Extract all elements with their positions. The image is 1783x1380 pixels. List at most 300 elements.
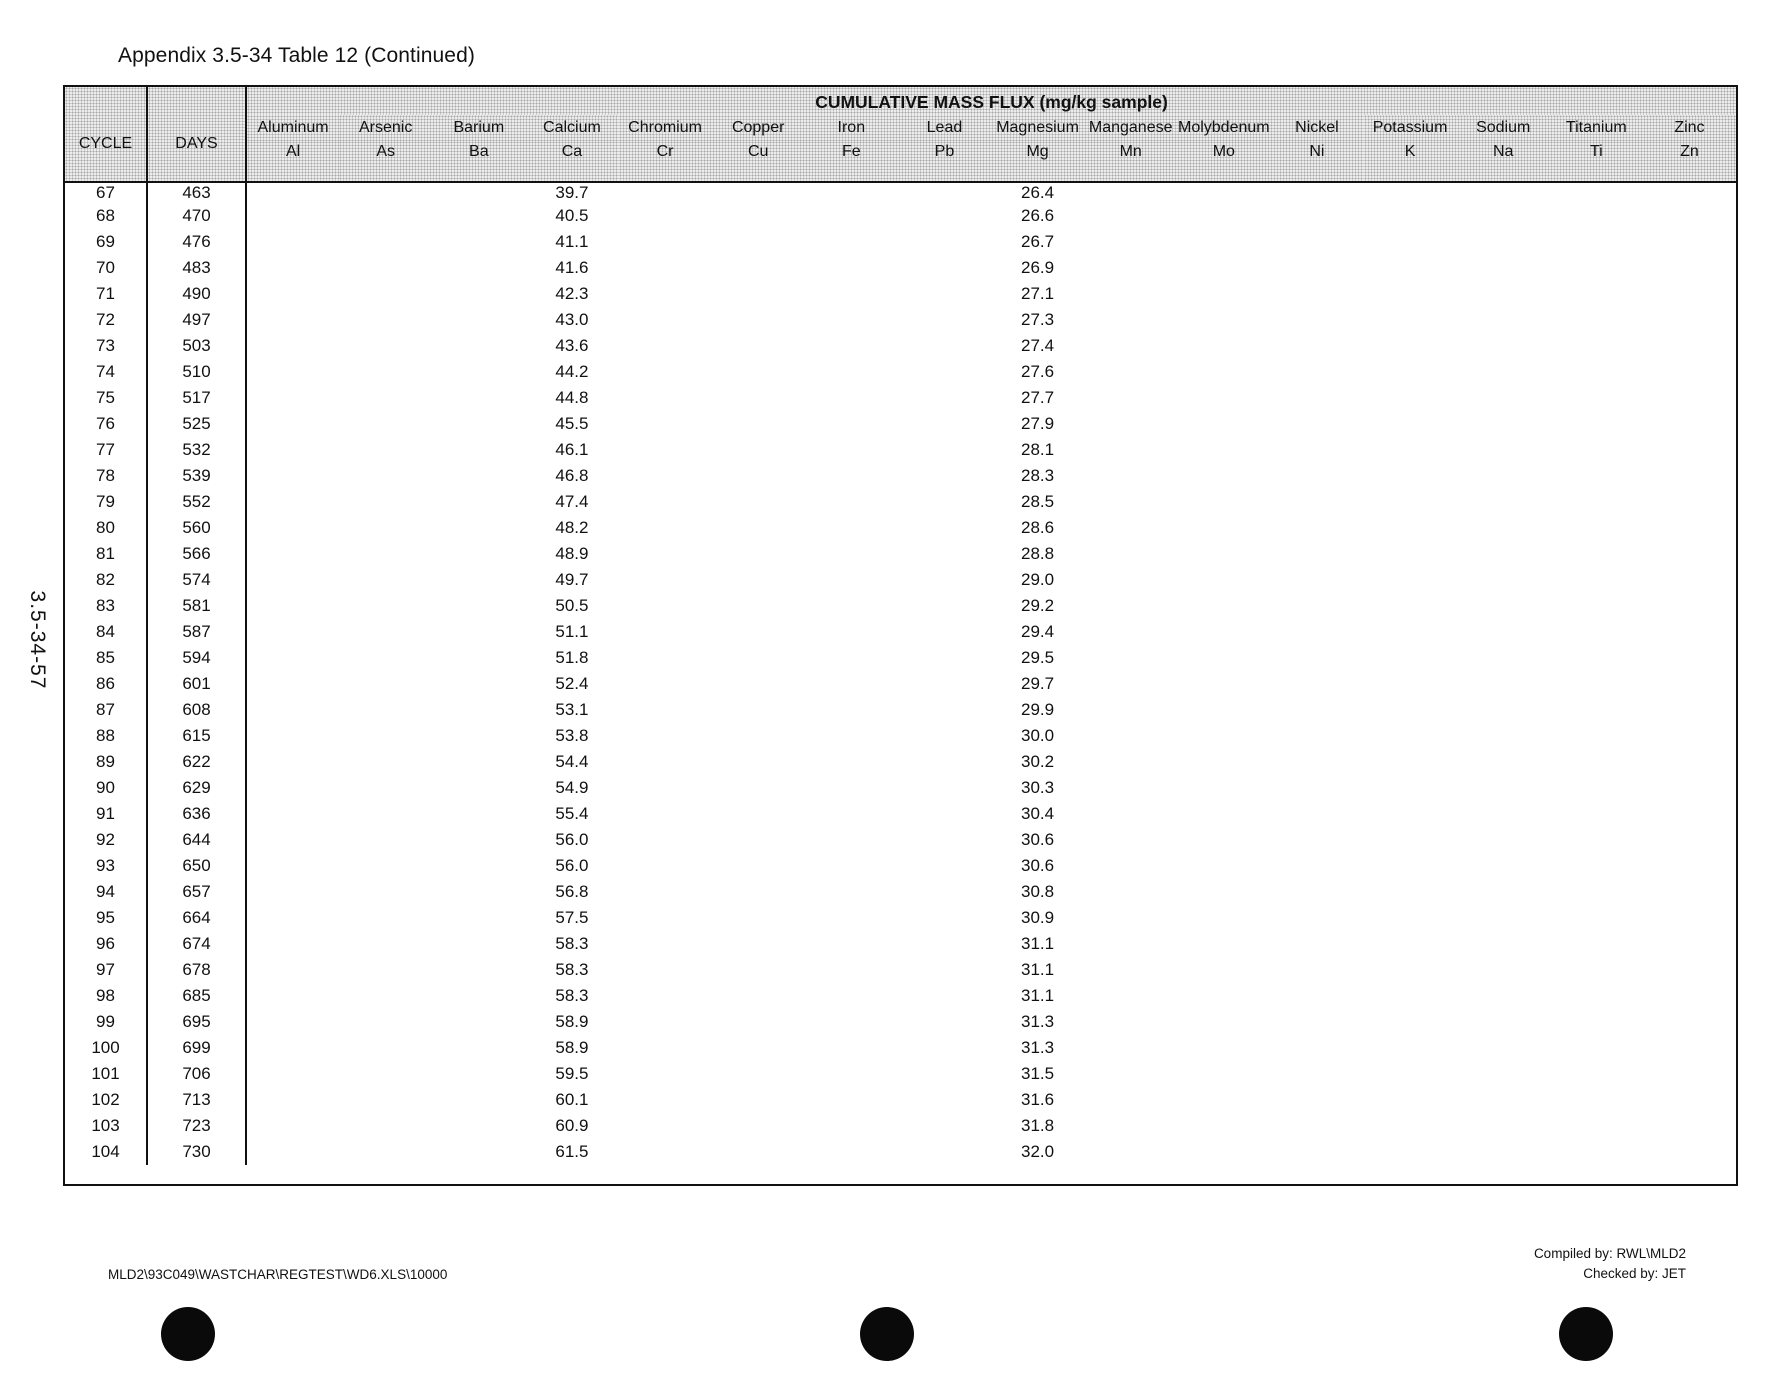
empty-cell (1084, 1087, 1177, 1113)
empty-cell (339, 905, 432, 931)
mg-value-cell: 29.5 (1021, 648, 1055, 667)
table-row (65, 463, 1736, 489)
empty-cell (619, 203, 712, 229)
table-row (65, 541, 1736, 567)
empty-cell (432, 1113, 525, 1139)
empty-cell (1177, 879, 1270, 905)
empty-cell (805, 593, 898, 619)
empty-cell (1177, 1035, 1270, 1061)
empty-cell (805, 1061, 898, 1087)
table-row (65, 567, 1736, 593)
ca-value-cell: 56.0 (555, 856, 589, 875)
empty-cell (1457, 437, 1550, 463)
empty-cell (1364, 905, 1457, 931)
empty-cell (339, 281, 432, 307)
empty-cell (339, 333, 432, 359)
empty-cell (1270, 801, 1363, 827)
empty-cell (898, 385, 991, 411)
ca-value-cell: 56.0 (555, 830, 589, 849)
empty-cell (805, 1139, 898, 1165)
empty-cell (1643, 905, 1736, 931)
empty-cell (1550, 1009, 1643, 1035)
ca-value-cell: 57.5 (555, 908, 589, 927)
empty-cell (1643, 853, 1736, 879)
empty-cell (1084, 853, 1177, 879)
empty-cell (1457, 281, 1550, 307)
binder-hole-left (161, 1307, 215, 1361)
days-cell: 678 (147, 957, 246, 983)
empty-cell (339, 1035, 432, 1061)
empty-cell (1084, 203, 1177, 229)
mg-value-cell: 30.2 (1021, 752, 1055, 771)
empty-cell (432, 1139, 525, 1165)
empty-cell (339, 645, 432, 671)
cycle-cell: 93 (96, 856, 115, 875)
empty-cell (1643, 182, 1736, 203)
empty-cell (246, 203, 339, 229)
cycle-cell: 81 (96, 544, 115, 563)
ca-value-cell: 54.4 (555, 752, 589, 771)
empty-cell (339, 359, 432, 385)
empty-cell (339, 931, 432, 957)
empty-cell (1364, 567, 1457, 593)
empty-cell (1177, 437, 1270, 463)
mg-value-cell: 29.2 (1021, 596, 1055, 615)
empty-cell (1550, 1035, 1643, 1061)
element-symbol-header: As (339, 141, 432, 182)
cycle-cell: 96 (96, 934, 115, 953)
empty-cell (619, 1061, 712, 1087)
empty-cell (1177, 1139, 1270, 1165)
footer-credits (1534, 1244, 1686, 1284)
empty-cell (1177, 255, 1270, 281)
empty-cell (339, 827, 432, 853)
empty-cell (712, 255, 805, 281)
empty-cell (1364, 645, 1457, 671)
empty-cell (432, 1009, 525, 1035)
empty-cell (1364, 749, 1457, 775)
empty-cell (712, 307, 805, 333)
empty-cell (712, 567, 805, 593)
empty-cell (712, 1087, 805, 1113)
element-symbol-header: Ti (1550, 141, 1643, 182)
empty-cell (1364, 203, 1457, 229)
empty-cell (1457, 645, 1550, 671)
empty-cell (805, 203, 898, 229)
days-cell: 594 (147, 645, 246, 671)
empty-cell (898, 1113, 991, 1139)
empty-cell (1270, 1139, 1363, 1165)
empty-cell (246, 775, 339, 801)
empty-cell (246, 671, 339, 697)
empty-cell (1643, 1009, 1736, 1035)
empty-cell (246, 281, 339, 307)
mg-value-cell: 31.5 (1021, 1064, 1055, 1083)
empty-cell (1364, 1061, 1457, 1087)
empty-cell (1364, 359, 1457, 385)
empty-cell (1550, 905, 1643, 931)
element-name-header: Magnesium (991, 115, 1084, 141)
days-cell: 674 (147, 931, 246, 957)
empty-cell (898, 593, 991, 619)
empty-cell (1457, 723, 1550, 749)
empty-cell (339, 957, 432, 983)
empty-cell (432, 983, 525, 1009)
days-cell: 476 (147, 229, 246, 255)
empty-cell (1177, 645, 1270, 671)
empty-cell (898, 281, 991, 307)
empty-cell (805, 229, 898, 255)
mg-value-cell: 30.3 (1021, 778, 1055, 797)
empty-cell (1177, 359, 1270, 385)
empty-cell (1270, 281, 1363, 307)
empty-cell (339, 853, 432, 879)
empty-cell (339, 697, 432, 723)
empty-cell (1643, 775, 1736, 801)
empty-cell (1364, 931, 1457, 957)
empty-cell (1177, 463, 1270, 489)
empty-cell (1364, 827, 1457, 853)
empty-cell (1364, 385, 1457, 411)
empty-cell (712, 182, 805, 203)
table-row (65, 307, 1736, 333)
cycle-cell: 78 (96, 466, 115, 485)
empty-cell (246, 931, 339, 957)
ca-value-cell: 48.9 (555, 544, 589, 563)
empty-cell (712, 359, 805, 385)
empty-cell (432, 749, 525, 775)
empty-cell (805, 182, 898, 203)
empty-cell (339, 801, 432, 827)
empty-cell (805, 489, 898, 515)
empty-cell (1550, 957, 1643, 983)
empty-cell (1457, 1113, 1550, 1139)
empty-cell (1550, 697, 1643, 723)
empty-cell (1084, 775, 1177, 801)
empty-cell (1457, 931, 1550, 957)
empty-cell (1364, 411, 1457, 437)
mg-value-cell: 26.6 (1021, 206, 1055, 225)
empty-cell (246, 723, 339, 749)
cycle-cell: 79 (96, 492, 115, 511)
empty-cell (805, 931, 898, 957)
empty-cell (339, 567, 432, 593)
empty-cell (1457, 957, 1550, 983)
empty-cell (246, 229, 339, 255)
empty-cell (1364, 333, 1457, 359)
ca-value-cell: 53.8 (555, 726, 589, 745)
empty-cell (1084, 879, 1177, 905)
empty-cell (898, 489, 991, 515)
cycle-cell: 85 (96, 648, 115, 667)
cycle-cell: 100 (91, 1038, 120, 1057)
empty-cell (712, 671, 805, 697)
empty-cell (805, 619, 898, 645)
empty-cell (1457, 749, 1550, 775)
cycle-cell: 102 (91, 1090, 120, 1109)
empty-cell (1364, 957, 1457, 983)
empty-cell (1084, 307, 1177, 333)
empty-cell (619, 1113, 712, 1139)
empty-cell (1177, 853, 1270, 879)
empty-cell (898, 853, 991, 879)
empty-cell (339, 1009, 432, 1035)
empty-cell (1643, 801, 1736, 827)
empty-cell (712, 281, 805, 307)
empty-cell (339, 437, 432, 463)
empty-cell (246, 437, 339, 463)
empty-cell (1550, 1061, 1643, 1087)
empty-cell (1270, 723, 1363, 749)
empty-cell (1643, 255, 1736, 281)
empty-cell (1084, 749, 1177, 775)
empty-cell (1643, 463, 1736, 489)
days-cell: 608 (147, 697, 246, 723)
empty-cell (432, 567, 525, 593)
cycle-cell: 83 (96, 596, 115, 615)
table-row (65, 333, 1736, 359)
ca-value-cell: 53.1 (555, 700, 589, 719)
empty-cell (1550, 853, 1643, 879)
empty-cell (1084, 983, 1177, 1009)
empty-cell (1364, 489, 1457, 515)
days-cell: 657 (147, 879, 246, 905)
cycle-cell: 89 (96, 752, 115, 771)
table-row (65, 281, 1736, 307)
empty-cell (1270, 775, 1363, 801)
empty-cell (1177, 905, 1270, 931)
empty-cell (805, 1009, 898, 1035)
empty-cell (1643, 1113, 1736, 1139)
empty-cell (1550, 463, 1643, 489)
mg-value-cell: 28.8 (1021, 544, 1055, 563)
empty-cell (712, 1113, 805, 1139)
empty-cell (619, 931, 712, 957)
cycle-cell: 94 (96, 882, 115, 901)
empty-cell (1084, 1113, 1177, 1139)
empty-cell (432, 1035, 525, 1061)
table-row (65, 229, 1736, 255)
empty-cell (1457, 182, 1550, 203)
empty-cell (1084, 281, 1177, 307)
empty-cell (432, 359, 525, 385)
empty-cell (432, 182, 525, 203)
binder-hole-right (1559, 1307, 1613, 1361)
empty-cell (712, 697, 805, 723)
mg-value-cell: 30.9 (1021, 908, 1055, 927)
cycle-cell: 88 (96, 726, 115, 745)
empty-cell (1364, 801, 1457, 827)
empty-cell (898, 983, 991, 1009)
table-row (65, 645, 1736, 671)
empty-cell (1550, 489, 1643, 515)
days-column-header: DAYS (147, 87, 246, 182)
element-name-header: Aluminum (246, 115, 339, 141)
days-cell: 503 (147, 333, 246, 359)
days-cell: 629 (147, 775, 246, 801)
empty-cell (1643, 879, 1736, 905)
empty-cell (432, 385, 525, 411)
empty-cell (1177, 723, 1270, 749)
empty-cell (898, 255, 991, 281)
empty-cell (1457, 853, 1550, 879)
empty-cell (1550, 255, 1643, 281)
empty-cell (898, 723, 991, 749)
cycle-cell: 82 (96, 570, 115, 589)
days-cell: 730 (147, 1139, 246, 1165)
empty-cell (1550, 931, 1643, 957)
empty-cell (1270, 307, 1363, 333)
empty-cell (1084, 905, 1177, 931)
days-cell: 463 (147, 182, 246, 203)
element-name-header: Iron (805, 115, 898, 141)
empty-cell (1084, 1009, 1177, 1035)
cycle-cell: 73 (96, 336, 115, 355)
empty-cell (1270, 437, 1363, 463)
empty-cell (1550, 182, 1643, 203)
empty-cell (432, 255, 525, 281)
table-row (65, 671, 1736, 697)
empty-cell (1364, 255, 1457, 281)
empty-cell (712, 983, 805, 1009)
empty-cell (1643, 229, 1736, 255)
empty-cell (1084, 619, 1177, 645)
empty-cell (619, 879, 712, 905)
empty-cell (339, 1139, 432, 1165)
empty-cell (1177, 1061, 1270, 1087)
empty-cell (1550, 1087, 1643, 1113)
empty-cell (246, 489, 339, 515)
empty-cell (1364, 775, 1457, 801)
footer-file-path: MLD2\93C049\WASTCHAR\REGTEST\WD6.XLS\10000 (108, 1267, 448, 1282)
mg-value-cell: 26.7 (1021, 232, 1055, 251)
cycle-cell: 98 (96, 986, 115, 1005)
empty-cell (1270, 645, 1363, 671)
empty-cell (1270, 593, 1363, 619)
table-row (65, 1009, 1736, 1035)
empty-cell (246, 619, 339, 645)
empty-cell (1177, 1113, 1270, 1139)
empty-cell (1643, 749, 1736, 775)
empty-cell (712, 775, 805, 801)
empty-cell (1364, 437, 1457, 463)
ca-value-cell: 47.4 (555, 492, 589, 511)
empty-cell (712, 515, 805, 541)
mg-value-cell: 32.0 (1021, 1142, 1055, 1161)
empty-cell (1270, 489, 1363, 515)
empty-cell (246, 411, 339, 437)
ca-value-cell: 45.5 (555, 414, 589, 433)
cycle-cell: 104 (91, 1142, 120, 1161)
days-cell: 723 (147, 1113, 246, 1139)
empty-cell (432, 229, 525, 255)
empty-cell (339, 749, 432, 775)
empty-cell (1364, 593, 1457, 619)
empty-cell (1643, 1087, 1736, 1113)
empty-cell (619, 1009, 712, 1035)
empty-cell (1084, 182, 1177, 203)
empty-cell (712, 619, 805, 645)
element-name-header: Lead (898, 115, 991, 141)
ca-value-cell: 41.6 (555, 258, 589, 277)
ca-value-cell: 52.4 (555, 674, 589, 693)
element-symbol-header: Na (1457, 141, 1550, 182)
mg-value-cell: 31.1 (1021, 986, 1055, 1005)
mg-value-cell: 31.3 (1021, 1012, 1055, 1031)
empty-cell (898, 645, 991, 671)
empty-cell (1457, 489, 1550, 515)
empty-cell (1364, 723, 1457, 749)
empty-cell (1177, 801, 1270, 827)
empty-cell (1550, 1139, 1643, 1165)
table-row (65, 515, 1736, 541)
empty-cell (1270, 385, 1363, 411)
empty-cell (898, 1087, 991, 1113)
empty-cell (805, 255, 898, 281)
empty-cell (1270, 229, 1363, 255)
empty-cell (432, 411, 525, 437)
empty-cell (898, 182, 991, 203)
ca-value-cell: 41.1 (555, 232, 589, 251)
mg-value-cell: 30.8 (1021, 882, 1055, 901)
empty-cell (619, 905, 712, 931)
empty-cell (1643, 385, 1736, 411)
cycle-cell: 84 (96, 622, 115, 641)
table-row (65, 255, 1736, 281)
empty-cell (619, 515, 712, 541)
empty-cell (898, 1035, 991, 1061)
empty-cell (712, 1009, 805, 1035)
empty-cell (1550, 801, 1643, 827)
cycle-cell: 76 (96, 414, 115, 433)
empty-cell (339, 593, 432, 619)
table-row (65, 879, 1736, 905)
cycle-cell: 75 (96, 388, 115, 407)
empty-cell (1270, 619, 1363, 645)
empty-cell (339, 723, 432, 749)
ca-value-cell: 43.0 (555, 310, 589, 329)
table-row (65, 411, 1736, 437)
empty-cell (1550, 619, 1643, 645)
empty-cell (1643, 203, 1736, 229)
empty-cell (1084, 645, 1177, 671)
empty-cell (432, 541, 525, 567)
element-name-header: Copper (712, 115, 805, 141)
empty-cell (1643, 437, 1736, 463)
empty-cell (1364, 853, 1457, 879)
days-cell: 517 (147, 385, 246, 411)
empty-cell (619, 957, 712, 983)
empty-cell (805, 567, 898, 593)
empty-cell (432, 1087, 525, 1113)
empty-cell (1643, 541, 1736, 567)
empty-cell (246, 567, 339, 593)
mg-value-cell: 31.3 (1021, 1038, 1055, 1057)
empty-cell (339, 541, 432, 567)
empty-cell (805, 1087, 898, 1113)
empty-cell (1643, 281, 1736, 307)
empty-cell (1457, 463, 1550, 489)
empty-cell (619, 567, 712, 593)
empty-cell (246, 1009, 339, 1035)
empty-cell (1177, 593, 1270, 619)
empty-cell (246, 749, 339, 775)
empty-cell (432, 463, 525, 489)
table-row (65, 1087, 1736, 1113)
mg-value-cell: 27.1 (1021, 284, 1055, 303)
empty-cell (1643, 723, 1736, 749)
empty-cell (619, 182, 712, 203)
